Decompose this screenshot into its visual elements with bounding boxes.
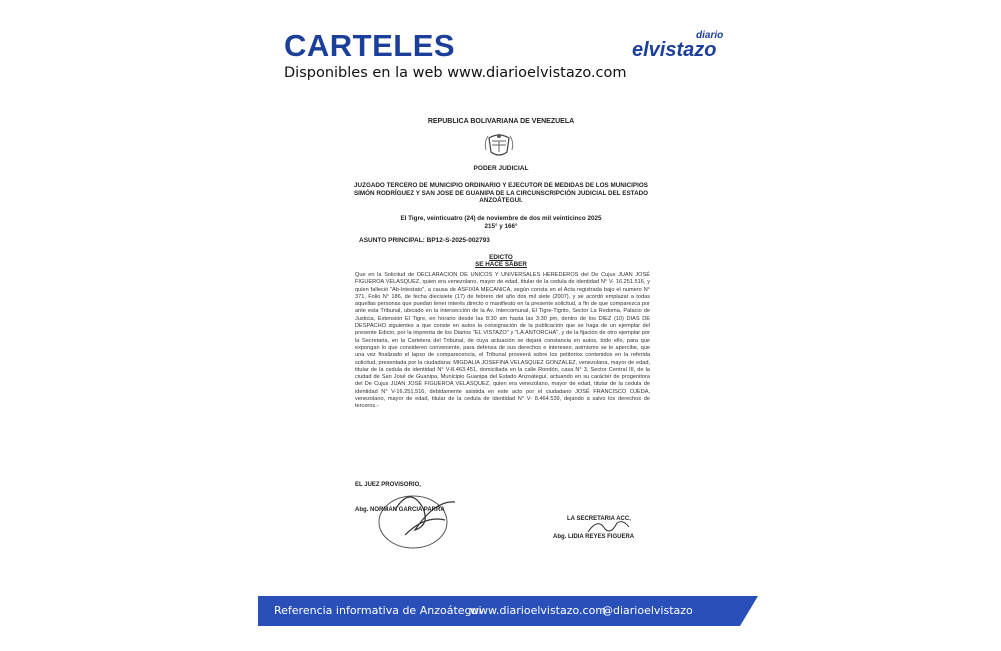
case-number: ASUNTO PRINCIPAL: BP12-S-2025-002793	[359, 237, 490, 244]
republic-heading: REPUBLICA BOLIVARIANA DE VENEZUELA	[427, 118, 575, 125]
date-line: El Tigre, veinticuatro (24) de noviembre de dos mil veinticinco 2025	[400, 215, 602, 222]
edict-body: Que en la Solicitud de DECLARACION DE UNICOS Y UNIVERSALES HEREDEROS del De Cujus JUAN JOSÉ FIGUEROA VELASQUEZ, quien era venezolano, mayor de edad, titular de la cedula de identidad N° V- 16.251.516, y quien falleció "Ab-Intestato", a causa de ASFIXIA MECANICA, según consta en el Acta registrada bajo el numero N° 371, Folio N° 186, de fecha diecisiete (17) de febrero del año dos mil siete (2007), y se acordó emplazar a todas aquellas personas que puedan tener interés directo o manifiesto en la presente solicitud, a fin de que comparezca por ante esta Tribunal, ubicado en la intersección de la Av. Intercomunal, El Tigre-Tigrito, Sector La Redoma, Palacio de Justicia, Extensión El Tigre, en horario desde las 8:30 am hasta las 3:30 pm, dentro de los DIEZ (10) DIAS DE DESPACHO siguientes a que conste en autos la consignación de la publicación que se haga de un ejemplar del presente Edicto, por la imprenta de los Diarios "EL VISTAZO" y "LA ANTORCHA", y de la fijación de otro ejemplar por la Secretaria, en la Cartelera del Tribunal, de cuya actuación se dejará constancia en autos, todo ello, para que expongan lo que consideren conveniente, para defensa de sus derechos e intereses; asimismo se le apercibe, que una vez finalizado el lapso de comparecencia, el Tribunal proveerá sobre los petitorios contenidos en la referida solicitud, presentada por la ciudadana: MIGDALIA JOSEFINA VELASQUEZ GONZALEZ, venezolana, mayor de edad, titular de la cedula de identidad N° V-8.463.451, domiciliada en la calle Rondón, casa N° 3, Sector Central III, de la ciudad de San José de Guanipa, Municipio Guanipa del Estado Anzoátegui, actuando en su carácter de progenitora del De Cujus JUAN JOSÉ FIGUEROA VELASQUEZ, quien era venezolano, mayor de edad, titular de la cedula de identidad N° V-16.251.516, debidamente asistida en este acto por el ciudadano JOSÉ FRANCISCO OJEDA, venezolano, mayor de edad, titular de la cedula de identidad N° V- 8.464.539, dejando a salvo los derechos de terceros.-	[355, 272, 650, 410]
judicial-power-heading: PODER JUDICIAL	[473, 165, 529, 172]
logo-small-text: diario	[696, 30, 724, 41]
judge-name: Abg. NORMAN GARCIA PARRA	[355, 507, 445, 513]
edict-heading: EDICTO	[489, 254, 513, 261]
footer-bar	[258, 596, 740, 626]
elvistazo-logo	[632, 30, 724, 62]
logo-main-text: elvistazo	[632, 39, 717, 61]
footer-tagline: Referencia informativa de Anzoátegui	[274, 604, 482, 617]
judge-signature-stamp	[375, 480, 465, 550]
judge-title: EL JUEZ PROVISORIO,	[355, 482, 421, 488]
notice-heading: SE HACE SABER	[475, 261, 527, 268]
footer-slant-decoration	[740, 596, 758, 626]
court-name: JUZGADO TERCERO DE MUNICIPIO ORDINARIO Y EJECUTOR DE MEDIDAS DE LOS MUNICIPIOS SIMÓN RODRÍGUEZ Y SAN JOSE DE GUANIPA DE LA CIRCUNSCRIPCIÓN JUDICIAL DEL ESTADO ANZOÁTEGUI.	[353, 182, 649, 204]
footer-url[interactable]: www.diarioelvistazo.com	[470, 604, 607, 617]
brand-subtitle: Disponibles en la web www.diarioelvistazo.com	[284, 65, 627, 81]
coat-of-arms-icon	[483, 130, 515, 160]
secretary-title: LA SECRETARIA ACC,	[567, 516, 631, 522]
secretary-name: Abg. LIDIA REYES FIGUERA	[553, 534, 635, 540]
footer-social-handle[interactable]: @diarioelvistazo	[602, 604, 693, 617]
edict-document	[345, 110, 657, 550]
brand-title: CARTELES	[284, 28, 456, 63]
folio-line: 215° y 166°	[484, 223, 518, 230]
